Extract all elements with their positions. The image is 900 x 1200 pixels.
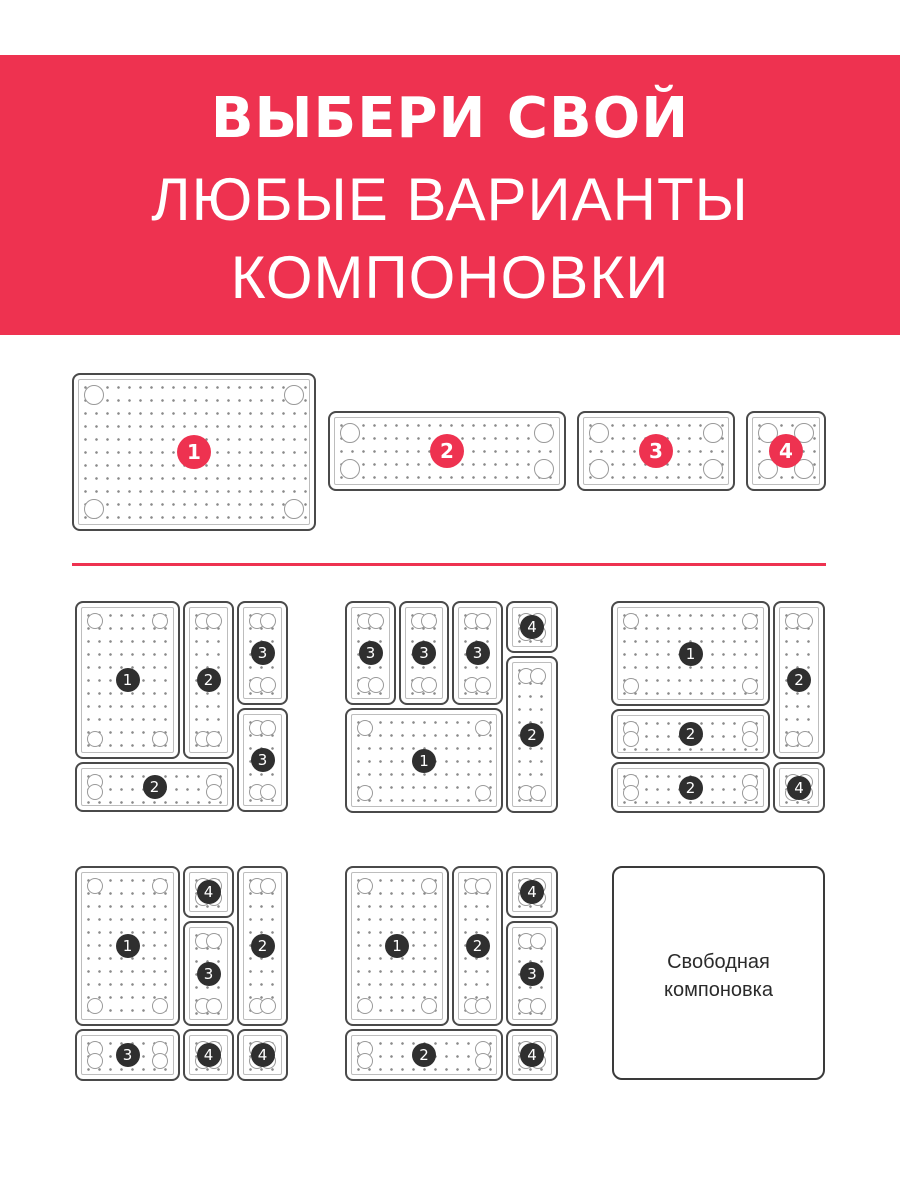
layout-tray xyxy=(183,601,234,759)
section-divider xyxy=(72,563,826,566)
tray-number-badge: 2 xyxy=(251,934,275,958)
tray-number-badge: 4 xyxy=(520,615,544,639)
layout-tray xyxy=(183,921,234,1026)
free-layout-option xyxy=(612,866,825,1080)
layout-tray xyxy=(452,866,503,1026)
tray-number-badge: 2 xyxy=(430,434,464,468)
tray-number-badge: 3 xyxy=(639,434,673,468)
layout-tray xyxy=(345,601,396,705)
tray-number-badge: 3 xyxy=(251,641,275,665)
tray-number-badge: 1 xyxy=(679,642,703,666)
tray-size-4 xyxy=(746,411,826,491)
layout-tray xyxy=(75,866,180,1026)
layout-tray xyxy=(345,1029,503,1081)
tray-number-badge: 3 xyxy=(466,641,490,665)
layout-tray xyxy=(506,656,558,813)
tray-number-badge: 1 xyxy=(412,749,436,773)
free-layout-line1: Свободная xyxy=(667,951,770,973)
layout-tray xyxy=(506,866,558,918)
layout-tray xyxy=(611,762,770,813)
layout-tray xyxy=(75,1029,180,1081)
tray-number-badge: 4 xyxy=(520,880,544,904)
layout-tray xyxy=(183,866,234,918)
layout-tray xyxy=(183,1029,234,1081)
layout-tray xyxy=(237,601,288,705)
layout-tray xyxy=(506,601,558,653)
layout-tray xyxy=(611,601,770,706)
tray-number-badge: 4 xyxy=(197,880,221,904)
tray-number-badge: 2 xyxy=(412,1043,436,1067)
layout-tray xyxy=(345,708,503,813)
tray-number-badge: 3 xyxy=(520,962,544,986)
tray-number-badge: 3 xyxy=(359,641,383,665)
tray-number-badge: 2 xyxy=(520,723,544,747)
tray-number-badge: 2 xyxy=(466,934,490,958)
banner-title: ВЫБЕРИ СВОЙ xyxy=(210,86,690,151)
tray-number-badge: 1 xyxy=(177,435,211,469)
header-banner xyxy=(0,55,900,335)
layout-tray xyxy=(506,921,558,1026)
tray-size-2 xyxy=(328,411,566,491)
tray-number-badge: 4 xyxy=(197,1043,221,1067)
layout-tray xyxy=(237,1029,288,1081)
layout-tray xyxy=(399,601,449,705)
tray-size-1 xyxy=(72,373,316,531)
tray-number-badge: 1 xyxy=(385,934,409,958)
layout-tray xyxy=(773,601,825,759)
tray-number-badge: 1 xyxy=(116,668,140,692)
tray-number-badge: 2 xyxy=(679,776,703,800)
tray-number-badge: 2 xyxy=(197,668,221,692)
tray-number-badge: 3 xyxy=(412,641,436,665)
layout-tray xyxy=(773,762,825,813)
tray-number-badge: 2 xyxy=(787,668,811,692)
free-layout-line2: компоновка xyxy=(664,979,773,1001)
tray-number-badge: 4 xyxy=(520,1043,544,1067)
tray-size-3 xyxy=(577,411,735,491)
tray-number-badge: 2 xyxy=(143,775,167,799)
free-layout-label xyxy=(614,948,823,1004)
layout-tray xyxy=(237,866,288,1026)
tray-number-badge: 1 xyxy=(116,934,140,958)
layout-tray xyxy=(345,866,449,1026)
banner-subtitle-line1: ЛЮБЫЕ ВАРИАНТЫ xyxy=(151,166,749,233)
layout-tray xyxy=(506,1029,558,1081)
tray-number-badge: 2 xyxy=(679,722,703,746)
layout-tray xyxy=(75,762,234,812)
layout-tray xyxy=(611,709,770,759)
tray-number-badge: 4 xyxy=(251,1043,275,1067)
tray-number-badge: 4 xyxy=(787,776,811,800)
tray-number-badge: 3 xyxy=(251,748,275,772)
banner-subtitle-line2: КОМПОНОВКИ xyxy=(230,244,670,311)
layout-tray xyxy=(75,601,180,759)
tray-number-badge: 4 xyxy=(769,434,803,468)
layout-tray xyxy=(237,708,288,812)
tray-number-badge: 3 xyxy=(197,962,221,986)
layout-tray xyxy=(452,601,503,705)
tray-number-badge: 3 xyxy=(116,1043,140,1067)
